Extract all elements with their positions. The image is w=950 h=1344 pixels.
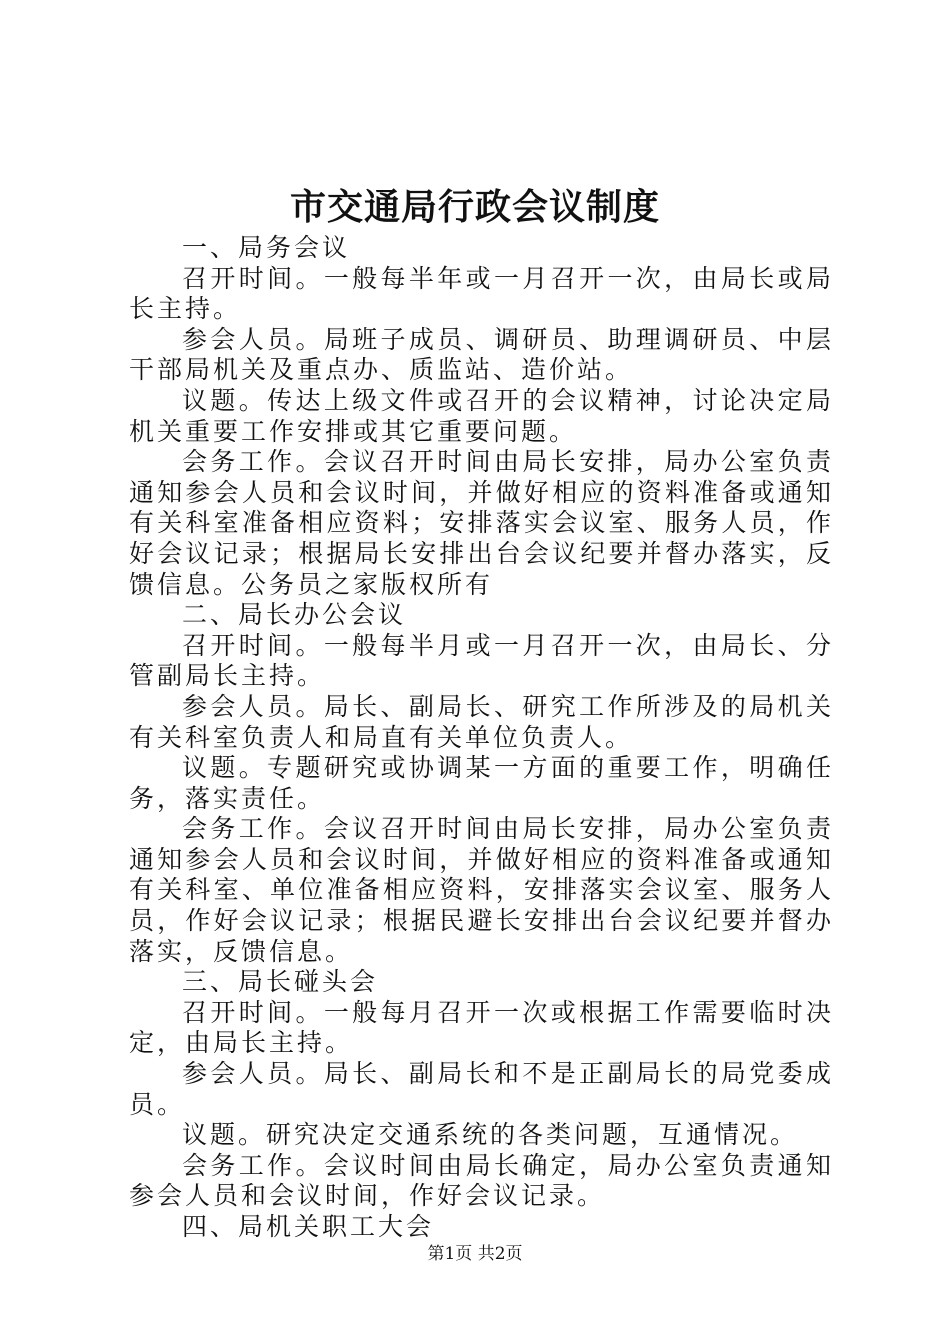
section-heading: 四、局机关职工大会 [182,1212,435,1241]
paragraph: 会务工作。会议时间由局长确定，局办公室负责通知参会人员和会议时间，作好会议记录。 [129,1150,834,1211]
paragraph: 议题。研究决定交通系统的各类问题，互通情况。 [182,1120,799,1150]
document-title: 市交通局行政会议制度 [289,186,660,228]
paragraph: 议题。专题研究或协调某一方面的重要工作，明确任务，落实责任。 [129,753,834,813]
paragraph: 召开时间。一般每半月或一月召开一次，由局长、分管副局长主持。 [129,630,834,691]
paragraph: 参会人员。局长、副局长、研究工作所涉及的局机关有关科室负责人和局直有关单位负责人。 [129,691,834,752]
document-body [129,233,834,1243]
paragraph: 参会人员。局长、副局长和不是正副局长的局党委成员。 [129,1059,834,1119]
paragraph: 召开时间。一般每半年或一月召开一次，由局长或局长主持。 [129,263,834,324]
section-heading: 一、局务会议 [182,233,351,262]
section-heading: 二、局长办公会议 [182,600,407,630]
paragraph: 会务工作。会议召开时间由局长安排，局办公室负责通知参会人员和会议时间，并做好相应的资料准备或通知有关科室、单位准备相应资料，安排落实会议室、服务人员，作好会议记录；根据民避长安排出台会议纪要并督办落实，反馈信息。 [129,814,834,966]
paragraph: 议题。传达上级文件或召开的会议精神，讨论决定局机关重要工作安排或其它重要问题。 [129,385,834,446]
section-heading: 三、局长碰头会 [182,967,379,997]
page-number: 第1页 共2页 [427,1244,523,1264]
paragraph: 召开时间。一般每月召开一次或根据工作需要临时决定，由局长主持。 [129,997,834,1058]
paragraph: 参会人员。局班子成员、调研员、助理调研员、中层干部局机关及重点办、质监站、造价站。 [129,324,834,385]
paragraph: 会务工作。会议召开时间由局长安排，局办公室负责通知参会人员和会议时间，并做好相应的资料准备或通知有关科室准备相应资料；安排落实会议室、服务人员，作好会议记录；根据局长安排出台会议纪要并督办落实，反馈信息。公务员之家版权所有 [129,447,834,599]
